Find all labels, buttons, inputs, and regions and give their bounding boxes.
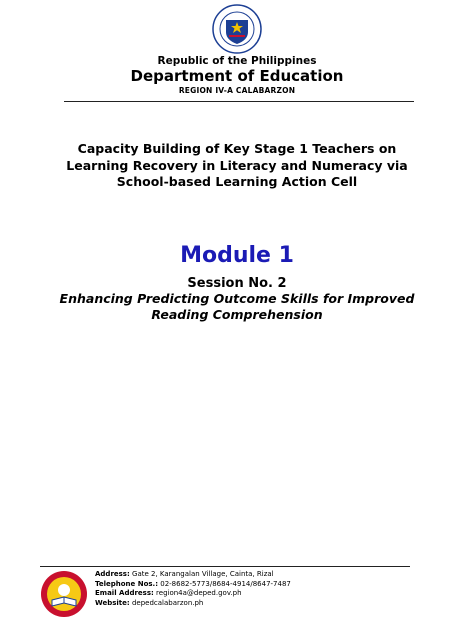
module-heading: Module 1	[180, 243, 294, 268]
address-line: Address: Gate 2, Karangalan Village, Cainta, Rizal	[95, 570, 274, 578]
session-subtitle: Enhancing Predicting Outcome Skills for Improved Reading Comprehension	[59, 291, 415, 322]
telephone-line: Telephone Nos.: 02-8682-5773/8684-4914/8647-7487	[95, 579, 291, 588]
header-divider	[64, 101, 414, 102]
department-heading: Department of Education	[130, 67, 344, 85]
email-line: Email Address: region4a@deped.gov.ph	[95, 589, 242, 597]
document-title: Capacity Building of Key Stage 1 Teachers on Learning Recovery in Literacy and Numeracy via School-based Learning Action Cell	[66, 141, 408, 189]
footer-contact	[95, 570, 291, 608]
footer-divider	[40, 566, 410, 567]
republic-heading: Republic of the Philippines	[157, 55, 317, 67]
session-heading: Session No. 2	[187, 276, 287, 291]
region-heading: REGION IV-A CALABARZON	[178, 86, 296, 95]
deped-seal-icon	[212, 4, 262, 54]
website-line: Website: depedcalabarzon.ph	[95, 598, 204, 607]
region-logo-icon	[40, 570, 88, 618]
